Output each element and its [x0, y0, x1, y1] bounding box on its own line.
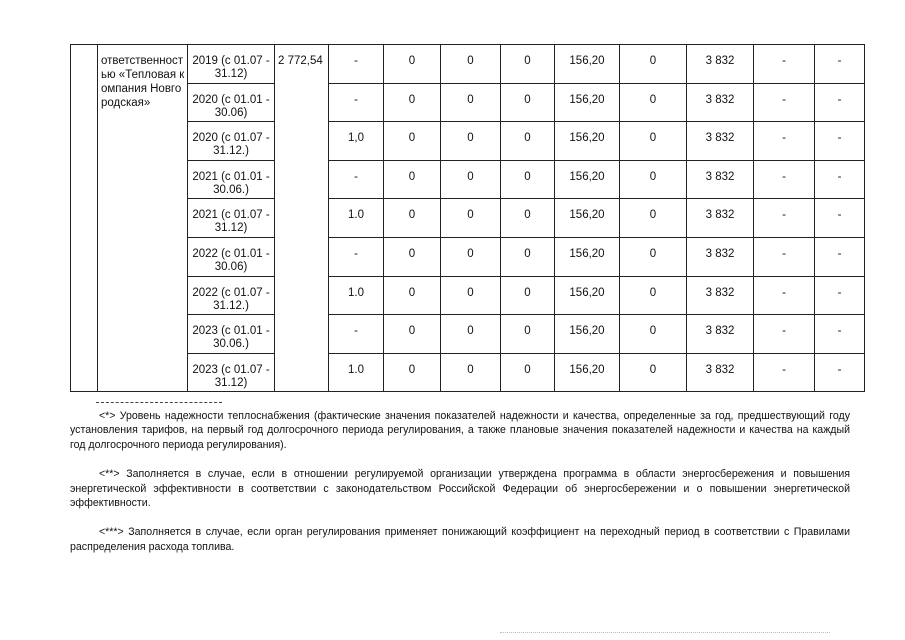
value-cell: 156,20: [555, 353, 620, 392]
value-cell: -: [754, 353, 815, 392]
table-body: [71, 45, 865, 392]
footnote-3: <***> Заполняется в случае, если орган регулирования применяет понижающий коэффициент на переходный период в соответствии с Правилами распределения расхода топлива.: [70, 526, 850, 553]
value-cell: -: [815, 276, 865, 315]
value-cell: -: [329, 237, 384, 276]
value-cell: 0: [501, 353, 555, 392]
value-cell: 0: [384, 353, 441, 392]
period-cell: 2020 (с 01.07 - 31.12.): [188, 122, 275, 161]
value-cell: 0: [384, 160, 441, 199]
value-cell: -: [754, 83, 815, 122]
value-cell: 0: [620, 199, 687, 238]
period-cell: 2021 (с 01.07 - 31.12): [188, 199, 275, 238]
period-cell: 2019 (с 01.07 - 31.12): [188, 45, 275, 84]
value-cell: 156,20: [555, 276, 620, 315]
value-cell: 0: [441, 83, 501, 122]
value-cell: 0: [620, 122, 687, 161]
value-cell: 3 832: [687, 276, 754, 315]
value-cell: -: [754, 237, 815, 276]
value-cell: 1.0: [329, 276, 384, 315]
value-cell: 0: [501, 122, 555, 161]
value-cell: -: [815, 160, 865, 199]
value-cell: 0: [501, 276, 555, 315]
value-cell: 0: [620, 45, 687, 84]
value-cell: 156,20: [555, 237, 620, 276]
value-cell: -: [815, 83, 865, 122]
value-cell: 0: [441, 353, 501, 392]
value-cell: -: [815, 45, 865, 84]
footnotes: [70, 409, 850, 569]
value-cell: -: [754, 160, 815, 199]
value-cell: 0: [441, 276, 501, 315]
value-cell: 0: [620, 276, 687, 315]
value-cell: -: [754, 199, 815, 238]
value-cell: 0: [620, 315, 687, 354]
value-cell: -: [329, 315, 384, 354]
period-cell: 2022 (с 01.01 - 30.06): [188, 237, 275, 276]
value-cell: 0: [384, 237, 441, 276]
value-cell: 156,20: [555, 83, 620, 122]
value-cell: 0: [441, 45, 501, 84]
value-cell: 0: [501, 237, 555, 276]
value-cell: 0: [441, 237, 501, 276]
value-cell: 0: [441, 122, 501, 161]
table-row: [71, 45, 865, 84]
table-row: [71, 353, 865, 392]
base-value-cell: 2 772,54: [275, 45, 329, 392]
table-row: [71, 276, 865, 315]
value-cell: 3 832: [687, 83, 754, 122]
value-cell: 0: [501, 315, 555, 354]
table-row: [71, 199, 865, 238]
value-cell: 1.0: [329, 199, 384, 238]
value-cell: 0: [384, 122, 441, 161]
table-row: [71, 315, 865, 354]
value-cell: -: [815, 122, 865, 161]
value-cell: -: [815, 199, 865, 238]
value-cell: 3 832: [687, 315, 754, 354]
value-cell: 0: [620, 237, 687, 276]
row-number-cell: [71, 45, 98, 392]
value-cell: 0: [384, 83, 441, 122]
value-cell: 3 832: [687, 122, 754, 161]
value-cell: 3 832: [687, 45, 754, 84]
org-name-cell: ответственностью «Тепловая компания Новгородская»: [98, 45, 188, 392]
value-cell: -: [329, 83, 384, 122]
value-cell: 0: [384, 315, 441, 354]
value-cell: 3 832: [687, 199, 754, 238]
period-cell: 2023 (с 01.01 - 30.06.): [188, 315, 275, 354]
value-cell: -: [329, 160, 384, 199]
value-cell: -: [815, 237, 865, 276]
value-cell: 0: [501, 45, 555, 84]
value-cell: 156,20: [555, 199, 620, 238]
value-cell: 0: [501, 199, 555, 238]
value-cell: 0: [620, 353, 687, 392]
period-cell: 2023 (с 01.07 - 31.12): [188, 353, 275, 392]
value-cell: 156,20: [555, 45, 620, 84]
value-cell: 156,20: [555, 160, 620, 199]
value-cell: 156,20: [555, 122, 620, 161]
value-cell: 0: [441, 199, 501, 238]
period-cell: 2021 (с 01.01 - 30.06.): [188, 160, 275, 199]
tariff-table: [70, 44, 865, 392]
value-cell: -: [329, 45, 384, 84]
value-cell: 156,20: [555, 315, 620, 354]
table-row: [71, 83, 865, 122]
footnote-1: <*> Уровень надежности теплоснабжения (фактические значения показателей надежности и качества, определенные за год, предшествующий году установления тарифов, на первый год долгосрочного периода регулирования, а также плановые значения показателей надежности и качества на каждый год долгосрочного периода регулирования).: [70, 410, 850, 451]
value-cell: 0: [384, 276, 441, 315]
value-cell: 0: [384, 45, 441, 84]
value-cell: 0: [501, 160, 555, 199]
value-cell: 0: [620, 83, 687, 122]
value-cell: -: [754, 45, 815, 84]
value-cell: 3 832: [687, 353, 754, 392]
value-cell: -: [815, 315, 865, 354]
value-cell: -: [754, 315, 815, 354]
value-cell: 1.0: [329, 353, 384, 392]
value-cell: 0: [620, 160, 687, 199]
period-cell: 2022 (с 01.07 - 31.12.): [188, 276, 275, 315]
footnote-2: <**> Заполняется в случае, если в отношении регулируемой организации утверждена программа в области энергосбережения и повышения энергетической эффективности в соответствии с законодательством Российской Федерации об энергосбережении и о повышении энергетической эффективности.: [70, 468, 850, 510]
value-cell: 0: [384, 199, 441, 238]
value-cell: -: [754, 122, 815, 161]
footnote-divider: [96, 402, 222, 403]
table-row: [71, 237, 865, 276]
value-cell: 1,0: [329, 122, 384, 161]
value-cell: -: [815, 353, 865, 392]
value-cell: 3 832: [687, 160, 754, 199]
value-cell: 3 832: [687, 237, 754, 276]
period-cell: 2020 (с 01.01 - 30.06): [188, 83, 275, 122]
value-cell: 0: [441, 315, 501, 354]
value-cell: -: [754, 276, 815, 315]
value-cell: 0: [501, 83, 555, 122]
table-row: [71, 160, 865, 199]
value-cell: 0: [441, 160, 501, 199]
table-row: [71, 122, 865, 161]
scan-artifact: [500, 632, 830, 635]
